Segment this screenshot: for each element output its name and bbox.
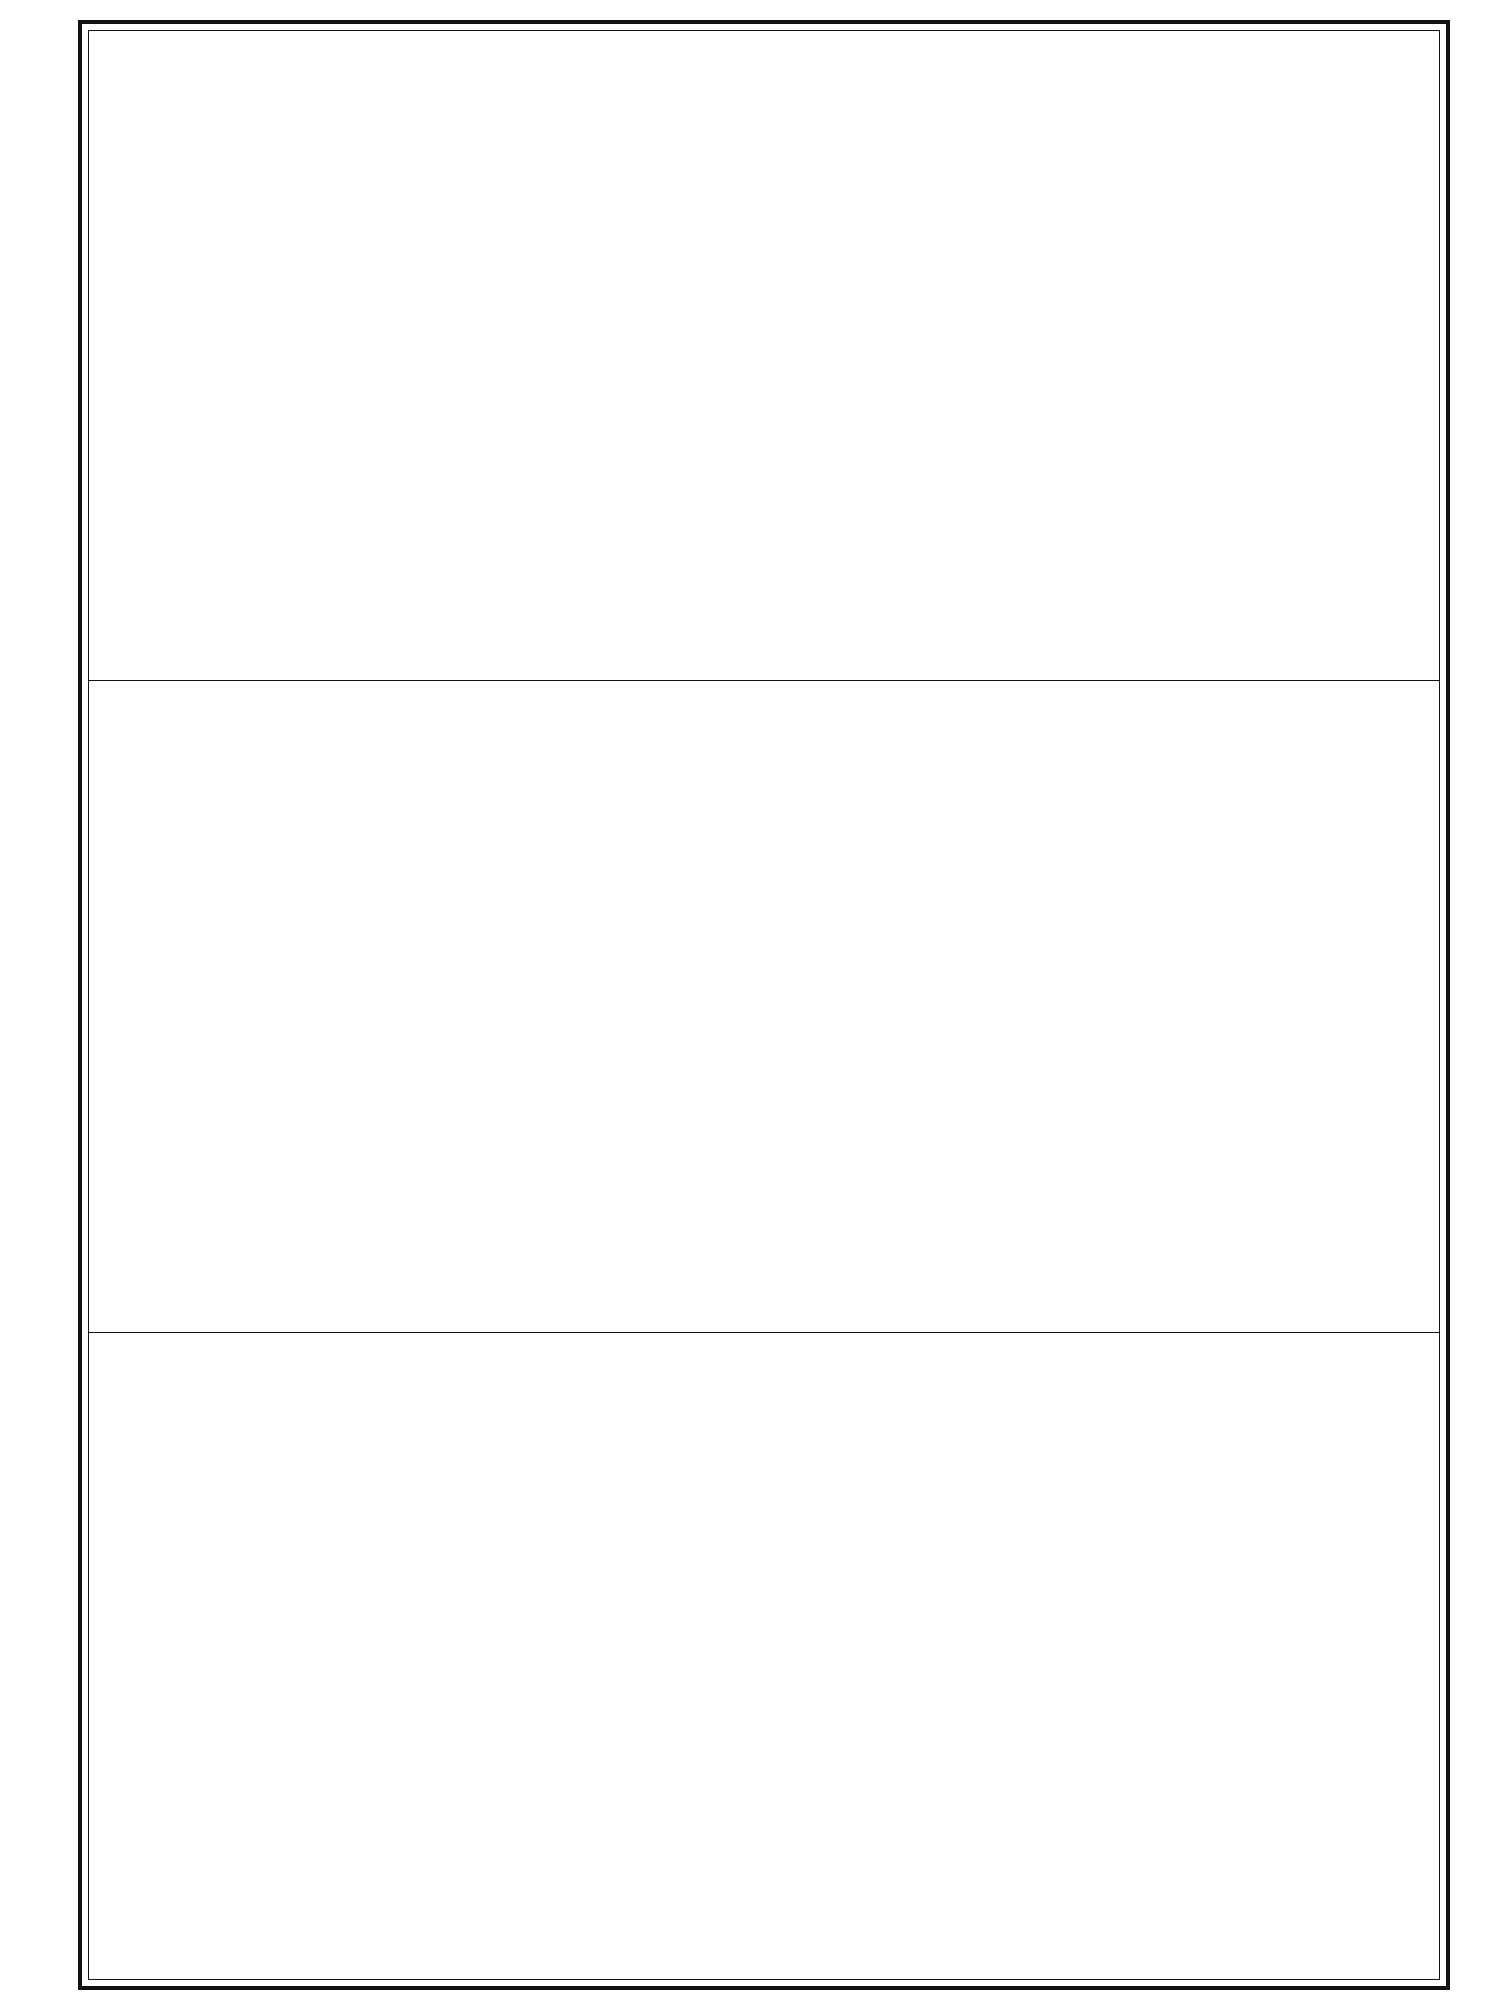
inner-border xyxy=(88,30,1440,1980)
section-divider-bottom xyxy=(88,1332,1440,1333)
section-divider-top xyxy=(88,680,1440,681)
